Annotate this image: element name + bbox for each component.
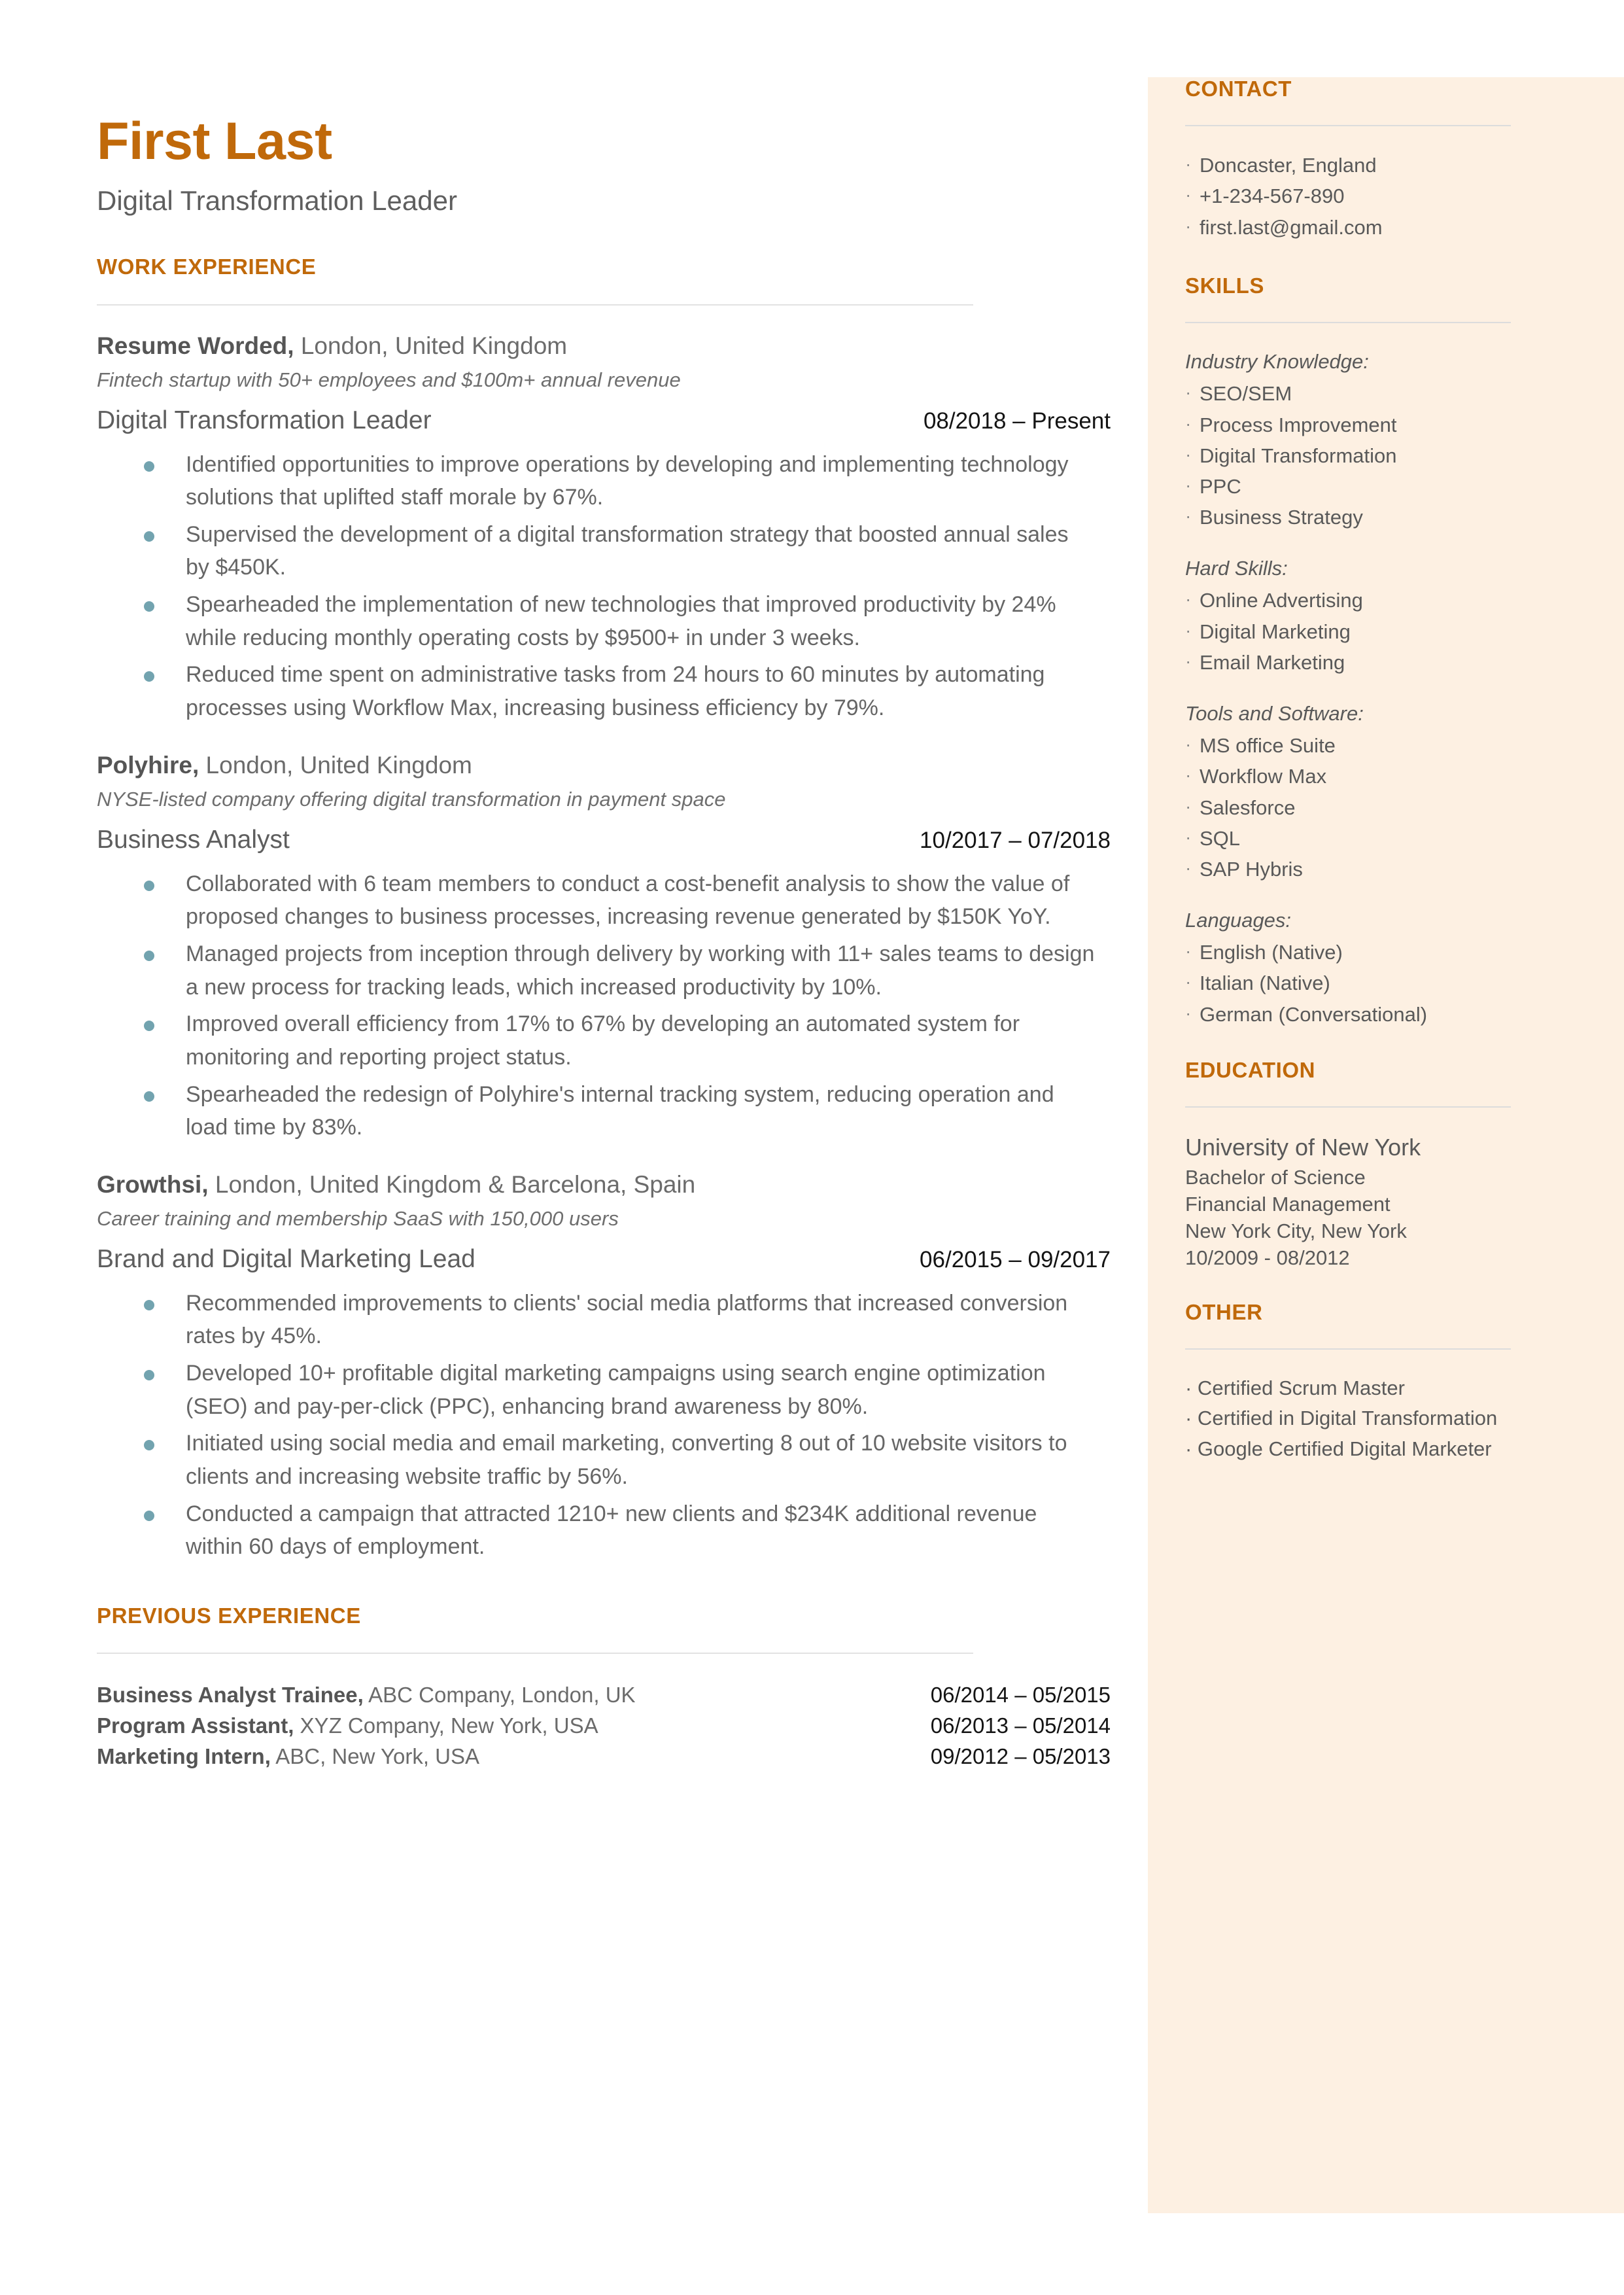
middot-icon: · <box>1185 154 1192 175</box>
previous-experience-list <box>97 1680 1111 1772</box>
skill-item-text: SAP Hybris <box>1200 857 1303 881</box>
previous-experience-detail: XYZ Company, New York, USA <box>294 1713 598 1738</box>
middot-icon: · <box>1185 796 1192 816</box>
job-bullet-text: Developed 10+ profitable digital marketing campaigns using search engine optimization (SEO) and pay-per-click (PPC), enhancing brand awareness by 80%. <box>186 1360 1046 1419</box>
skill-group-label: Hard Skills: <box>1185 556 1288 580</box>
skill-item-text: Workflow Max <box>1200 765 1327 788</box>
bullet-dot-icon <box>144 1440 154 1450</box>
middot-icon: · <box>1185 215 1192 236</box>
headline-role: Digital Transformation Leader <box>97 185 457 216</box>
skill-item <box>1185 647 1624 678</box>
middot-icon: · <box>1185 765 1192 786</box>
bullet-dot-icon <box>144 671 154 682</box>
work-experience-heading: WORK EXPERIENCE <box>97 254 317 279</box>
job-bullet <box>97 1078 1111 1144</box>
job-bullet <box>97 867 1111 934</box>
skill-item <box>1185 937 1624 968</box>
education-dates: 10/2009 - 08/2012 <box>1185 1246 1350 1270</box>
job-bullet <box>97 1287 1111 1353</box>
middot-icon: · <box>1185 650 1192 671</box>
bullet-dot-icon <box>144 951 154 961</box>
skill-item <box>1185 502 1624 533</box>
middot-icon: · <box>1185 444 1192 464</box>
job-company-location: London, United Kingdom <box>294 332 568 359</box>
job-bullet-text: Supervised the development of a digital transformation strategy that boosted annual sales by $450K. <box>186 521 1069 580</box>
skill-item <box>1185 471 1624 502</box>
previous-experience-detail: ABC, New York, USA <box>270 1743 480 1768</box>
job-entry <box>97 330 1111 725</box>
middot-icon: · <box>1185 382 1192 403</box>
job-company-location: London, United Kingdom <box>199 751 472 779</box>
middot-icon: · <box>1185 589 1192 610</box>
job-bullet-text: Spearheaded the implementation of new technologies that improved productivity by 24% while reducing monthly operating costs by $9500+ in under 3 weeks. <box>186 592 1056 650</box>
education-divider <box>1185 1106 1511 1108</box>
skill-item-text: Digital Transformation <box>1200 444 1397 467</box>
middot-icon: · <box>1185 184 1192 205</box>
skill-group-label: Tools and Software: <box>1185 701 1364 725</box>
skill-item-text: SQL <box>1200 826 1241 850</box>
education-field: Financial Management <box>1185 1192 1391 1216</box>
middot-icon: · <box>1185 413 1192 434</box>
skill-item <box>1185 440 1624 471</box>
previous-experience-role: Marketing Intern, <box>97 1743 271 1768</box>
contact-item <box>1185 212 1624 243</box>
skill-item-text: Digital Marketing <box>1200 620 1351 643</box>
skill-item <box>1185 761 1624 792</box>
job-bullet-text: Conducted a campaign that attracted 1210+ new clients and $234K additional revenue within 60 days of employment. <box>186 1501 1037 1560</box>
job-bullet-text: Initiated using social media and email marketing, converting 8 out of 10 website visitors to clients and increasing website traffic by 56%. <box>186 1431 1067 1489</box>
previous-experience-heading: PREVIOUS EXPERIENCE <box>97 1603 361 1628</box>
skill-item-text: Salesforce <box>1200 796 1296 819</box>
skill-item-text: Business Strategy <box>1200 505 1363 529</box>
previous-experience-row <box>97 1711 1111 1742</box>
skill-item-text: German (Conversational) <box>1200 1002 1428 1026</box>
middot-icon: · <box>1185 826 1192 847</box>
skill-item <box>1185 378 1624 409</box>
bullet-dot-icon <box>144 1021 154 1031</box>
page-title: First Last <box>97 112 332 171</box>
contact-divider <box>1185 125 1511 126</box>
bullet-dot-icon <box>144 881 154 891</box>
skills-section-heading: SKILLS <box>1185 273 1264 298</box>
previous-experience-row <box>97 1742 1111 1772</box>
job-bullet-text: Spearheaded the redesign of Polyhire's internal tracking system, reducing operation and load time by 83%. <box>186 1081 1054 1140</box>
skill-group-label: Industry Knowledge: <box>1185 349 1369 373</box>
other-list <box>1185 1373 1624 1465</box>
job-entry <box>97 1169 1111 1564</box>
previous-experience-title <box>97 1742 479 1772</box>
job-bullet <box>97 1357 1111 1423</box>
job-bullet <box>97 448 1111 514</box>
job-bullets <box>97 448 1111 725</box>
job-bullet-text: Identified opportunities to improve operations by developing and implementing technology solutions that uplifted staff morale by 67%. <box>186 451 1069 510</box>
previous-experience-title <box>97 1680 636 1711</box>
job-company-name: Polyhire, <box>97 751 199 779</box>
job-bullet-text: Managed projects from inception through delivery by working with 11+ sales teams to design a new process for tracking leads, which increased productivity by 10%. <box>186 941 1095 1000</box>
skill-item-text: Email Marketing <box>1200 650 1345 674</box>
job-bullet-text: Collaborated with 6 team members to conduct a cost-benefit analysis to show the value of proposed changes to business processes, increasing revenue generated by $150K YoY. <box>186 871 1070 930</box>
contact-item-text: Doncaster, England <box>1200 154 1377 177</box>
skills-list <box>1185 347 1624 1030</box>
job-dates: 06/2015 – 09/2017 <box>920 1246 1111 1272</box>
job-dates: 08/2018 – Present <box>923 408 1111 434</box>
job-entry <box>97 750 1111 1144</box>
bullet-dot-icon <box>144 1091 154 1102</box>
middot-icon: · <box>1185 1002 1192 1023</box>
main-column <box>97 0 1111 1772</box>
work-experience-list <box>97 330 1111 1564</box>
bullet-dot-icon <box>144 1511 154 1521</box>
skill-item <box>1185 968 1624 998</box>
skill-item-text: English (Native) <box>1200 941 1343 964</box>
education-location: New York City, New York <box>1185 1219 1407 1243</box>
contact-item <box>1185 181 1624 211</box>
job-bullet <box>97 1498 1111 1564</box>
other-divider <box>1185 1348 1511 1350</box>
skill-item-text: Italian (Native) <box>1200 972 1330 995</box>
bullet-dot-icon <box>144 601 154 612</box>
previous-experience-role: Program Assistant, <box>97 1713 294 1738</box>
job-bullet <box>97 937 1111 1004</box>
skill-item-text: PPC <box>1200 474 1241 498</box>
previous-experience-dates: 06/2013 – 05/2014 <box>930 1713 1111 1738</box>
job-bullets <box>97 867 1111 1144</box>
skills-divider <box>1185 322 1511 323</box>
education-block <box>1185 1131 1624 1272</box>
skill-item <box>1185 792 1624 823</box>
bullet-dot-icon <box>144 461 154 472</box>
previous-experience-dates: 06/2014 – 05/2015 <box>930 1683 1111 1708</box>
job-bullet <box>97 1427 1111 1493</box>
skill-item-text: Online Advertising <box>1200 589 1363 612</box>
skill-group-spacer <box>1185 533 1624 553</box>
job-bullet-text: Improved overall efficiency from 17% to 67% by developing an automated system for monitoring and reporting project status. <box>186 1011 1020 1070</box>
job-company-name: Growthsi, <box>97 1170 209 1198</box>
skill-item <box>1185 854 1624 885</box>
job-bullet-text: Reduced time spent on administrative tasks from 24 hours to 60 minutes by automating processes using Workflow Max, increasing business efficiency by 79%. <box>186 662 1045 721</box>
previous-experience-row <box>97 1680 1111 1711</box>
job-dates: 10/2017 – 07/2018 <box>920 827 1111 853</box>
skill-item <box>1185 999 1624 1030</box>
job-bullet <box>97 658 1111 724</box>
skill-group-label: Languages: <box>1185 908 1292 932</box>
contact-section-heading: CONTACT <box>1185 77 1292 101</box>
middot-icon: · <box>1185 941 1192 962</box>
job-title: Business Analyst <box>97 825 290 854</box>
previous-experience-role: Business Analyst Trainee, <box>97 1683 364 1708</box>
job-title-row <box>97 1244 1111 1275</box>
bullet-dot-icon <box>144 531 154 542</box>
job-title-row <box>97 406 1111 436</box>
previous-experience-dates: 09/2012 – 05/2013 <box>930 1743 1111 1768</box>
job-title: Digital Transformation Leader <box>97 406 432 434</box>
middot-icon: · <box>1185 474 1192 495</box>
job-company-description: Career training and membership SaaS with 150,000 users <box>97 1206 619 1230</box>
skill-item-text: MS office Suite <box>1200 734 1336 758</box>
skill-item <box>1185 410 1624 440</box>
other-item: · Certified in Digital Transformation <box>1185 1407 1498 1430</box>
skill-item <box>1185 585 1624 616</box>
job-company <box>97 750 1111 781</box>
skill-item <box>1185 616 1624 647</box>
skill-item <box>1185 730 1624 761</box>
job-company <box>97 1169 1111 1200</box>
previous-experience-detail: ABC Company, London, UK <box>363 1683 636 1708</box>
job-bullet <box>97 1007 1111 1074</box>
job-company <box>97 330 1111 362</box>
job-title: Brand and Digital Marketing Lead <box>97 1244 475 1273</box>
education-school: University of New York <box>1185 1133 1421 1161</box>
bullet-dot-icon <box>144 1300 154 1310</box>
sidebar <box>1148 77 1624 2213</box>
skill-group-spacer <box>1185 885 1624 905</box>
job-company-location: London, United Kingdom & Barcelona, Spain <box>208 1170 696 1198</box>
contact-list <box>1185 150 1624 242</box>
contact-item-text: +1-234-567-890 <box>1200 184 1345 208</box>
job-title-row <box>97 825 1111 856</box>
other-item: · Certified Scrum Master <box>1185 1376 1405 1399</box>
middot-icon: · <box>1185 972 1192 992</box>
skill-item-text: SEO/SEM <box>1200 382 1292 406</box>
contact-item <box>1185 150 1624 181</box>
skill-item <box>1185 823 1624 854</box>
other-item: · Google Certified Digital Marketer <box>1185 1437 1492 1460</box>
work-experience-divider <box>97 304 973 306</box>
previous-experience-title <box>97 1711 598 1742</box>
education-section-heading: EDUCATION <box>1185 1057 1316 1082</box>
job-bullet <box>97 518 1111 584</box>
other-section-heading: OTHER <box>1185 1299 1263 1324</box>
bullet-dot-icon <box>144 1370 154 1380</box>
middot-icon: · <box>1185 505 1192 526</box>
job-bullet <box>97 588 1111 654</box>
job-bullet-text: Recommended improvements to clients' social media platforms that increased conversion rates by 45%. <box>186 1290 1068 1349</box>
middot-icon: · <box>1185 620 1192 640</box>
job-company-description: Fintech startup with 50+ employees and $100m+ annual revenue <box>97 368 681 391</box>
middot-icon: · <box>1185 734 1192 755</box>
skill-group-spacer <box>1185 678 1624 699</box>
skill-item-text: Process Improvement <box>1200 413 1397 436</box>
job-bullets <box>97 1287 1111 1564</box>
education-degree: Bachelor of Science <box>1185 1165 1366 1189</box>
middot-icon: · <box>1185 857 1192 878</box>
job-company-description: NYSE-listed company offering digital transformation in payment space <box>97 787 726 811</box>
contact-item-text: first.last@gmail.com <box>1200 215 1383 239</box>
job-company-name: Resume Worded, <box>97 332 294 359</box>
